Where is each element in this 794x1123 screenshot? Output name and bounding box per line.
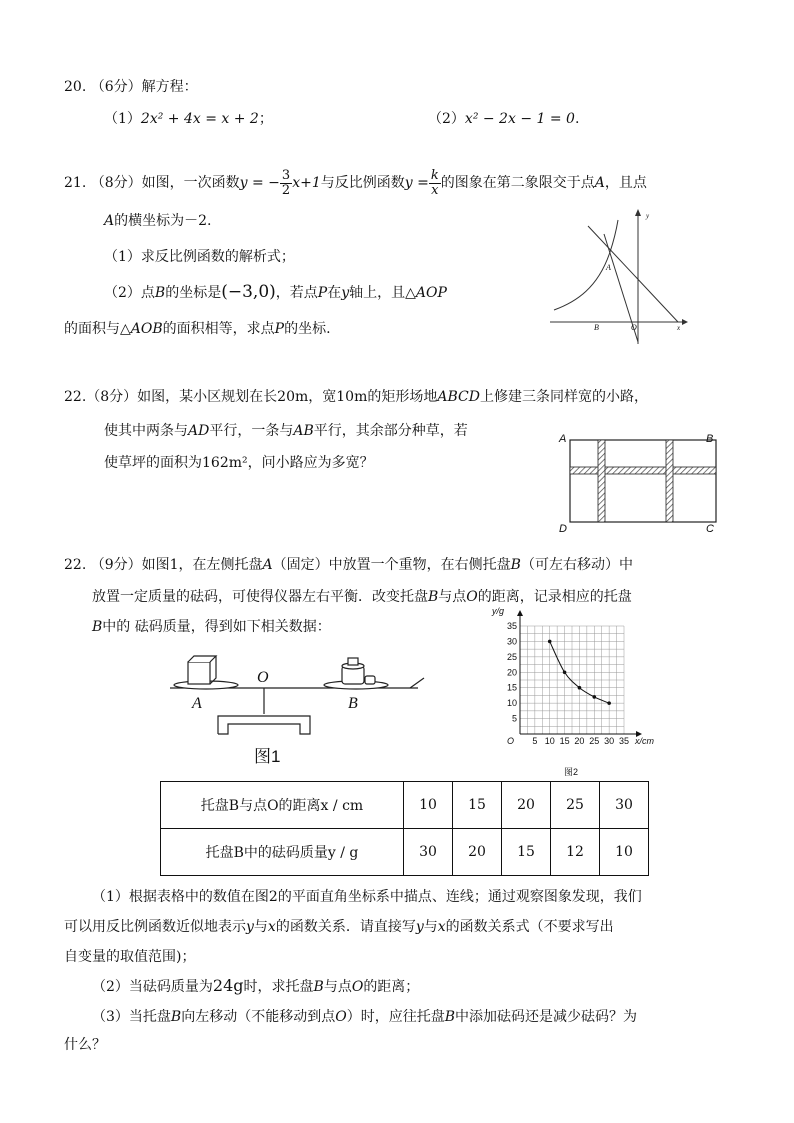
table-cell: 20: [453, 829, 502, 876]
chart-y-tick-label: 35: [506, 621, 517, 631]
chart-x-tick-label: 10: [544, 736, 555, 746]
chart-x-tick-label: 35: [618, 736, 630, 746]
chart-x-tick-label: 30: [604, 736, 615, 746]
q21-p2c: ，若点: [275, 285, 318, 301]
chart-grid: [520, 626, 624, 734]
table-cell: 30: [600, 782, 649, 829]
q22b-sub3-line1: [92, 1006, 637, 1026]
q21-p2-aop: AOP: [415, 285, 447, 301]
q21-p3b: 的面积相等，求点: [162, 321, 275, 337]
q22a-l1a: 22.（8分）如图，某小区规划在长20m，宽10m的矩形场地: [64, 389, 438, 405]
q21-p3c: 的坐标.: [284, 321, 331, 337]
chart-point: [592, 695, 596, 699]
q21-p2-y: y: [341, 285, 350, 301]
q22a-line3: 使草坪的面积为162m²，问小路应为多宽？: [104, 455, 374, 471]
q22b-fig2-caption: 图2: [564, 767, 579, 777]
q22b-l1-b: B: [510, 557, 521, 573]
chart-point: [607, 701, 611, 705]
q21-part1: （1）求反比例函数的解析式；: [104, 249, 295, 265]
q21-p3-aob: AOB: [130, 321, 163, 337]
q22b-s1-x2: x: [437, 919, 446, 935]
q22b-s3d: 中添加砝码还是减少砝码？为: [455, 1009, 637, 1025]
q21-p2b: 的坐标是: [165, 285, 222, 301]
chart-x-tick-label: 25: [589, 736, 600, 746]
table-row2-header: 托盘B中的砝码质量y / g: [161, 829, 404, 876]
table-cell: 15: [502, 829, 551, 876]
table-cell: 10: [600, 829, 649, 876]
q20-part2: [428, 108, 579, 128]
q21-fig-label-a: A: [606, 263, 611, 272]
q22b-s1-x: x: [267, 919, 276, 935]
q21-line-ab: [588, 226, 678, 322]
q22b-l1b: （固定）中放置一个重物，在右侧托盘: [272, 557, 511, 573]
chart-origin: O: [507, 736, 515, 746]
q21-eq1-lhs: y = −: [239, 175, 280, 191]
chart-y-tick-label: 5: [511, 713, 517, 724]
q22b-sub3-line2: 什么？: [64, 1037, 106, 1053]
chart-ylabel: y/g: [492, 606, 505, 616]
q22a-label-a: A: [559, 433, 567, 445]
q20-part2-equation: x² − 2x − 1 = 0: [464, 111, 575, 127]
q21-part2-cont: [64, 318, 331, 338]
q21-p3-p: P: [274, 321, 285, 337]
q22b-sub2: [92, 976, 419, 996]
q22b-s2b: 时，求托盘: [243, 979, 314, 995]
q22b-weight-box: [188, 662, 210, 684]
q21-header-a: 21. （8分）如图，一次函数: [64, 175, 240, 191]
table-cell: 25: [551, 782, 600, 829]
q22b-s1c: 与: [253, 919, 268, 935]
q21-p2-b: B: [154, 285, 166, 301]
chart-point: [578, 686, 582, 690]
q21-p2-coord: (−3,0): [221, 282, 276, 302]
q21-fig-label-o: O: [631, 323, 637, 332]
q20-part1-equation: 2x² + 4x = x + 2: [140, 111, 259, 127]
q22b-sub1-line1: （1）根据表格中的数值在图2的平面直角坐标系中描点、连线；通过观察图象发现，我们: [92, 889, 642, 905]
q22b-mass-small: [365, 676, 375, 684]
q22b-sub1-line3: 自变量的取值范围)；: [64, 949, 196, 965]
q21-p2-p: P: [317, 285, 328, 301]
q22a-l2b: 平行，一条与: [209, 423, 294, 439]
q22b-s2d: 的距离；: [363, 979, 420, 995]
q22a-ad: AD: [188, 423, 210, 439]
q22b-l1-a: A: [262, 557, 273, 573]
q22b-figure2-chart: [490, 600, 670, 780]
table-row: [161, 829, 649, 876]
q21-frac2-den: x: [431, 182, 439, 198]
q22b-s1b: 可以用反比例函数近似地表示: [64, 919, 246, 935]
q21-frac2-num: k: [430, 167, 439, 183]
q22a-abcd: ABCD: [437, 389, 480, 405]
chart-y-tick-label: 30: [506, 636, 517, 647]
q21-p2a: （2）点: [104, 285, 155, 301]
q21-x-arrow: [682, 319, 688, 325]
q22a-line2: [104, 420, 468, 440]
q22b-line1: [64, 554, 633, 574]
q22a-l1b: 上修建三条同样宽的小路，: [479, 389, 648, 405]
q21-frac1-num: 3: [281, 167, 291, 183]
q22b-s3c: ）时，应往托盘: [346, 1009, 445, 1025]
q21-point-a: A: [594, 175, 605, 191]
q21-mid: 与反比例函数: [320, 175, 405, 191]
q22a-ab: AB: [293, 423, 314, 439]
q21-p3a: 的面积与△: [64, 321, 131, 337]
q22b-data-table: [160, 781, 649, 876]
chart-x-tick-label: 15: [559, 736, 570, 746]
chart-ticks: [507, 621, 629, 746]
q21-eq1-rhs: x+1: [292, 175, 321, 191]
q22a-label-d: D: [559, 523, 567, 535]
q22b-l2b: 与点: [438, 589, 467, 605]
q22b-s1d: 的函数关系．请直接写: [275, 919, 416, 935]
q22b-sub1-line2: [64, 916, 614, 936]
q22a-line1: [64, 386, 648, 406]
q21-fig-label-b: B: [594, 323, 599, 332]
q22b-fig1-label-o: O: [257, 669, 269, 686]
q21-frac2: [429, 169, 441, 198]
q22a-label-c: C: [706, 523, 714, 535]
q22b-s2-o: O: [351, 979, 364, 995]
q22a-figure: [556, 428, 726, 536]
q21-header: [64, 166, 647, 200]
q22b-fig1-label-b: B: [348, 695, 358, 712]
q22b-s1e: 与: [423, 919, 438, 935]
q22b-base: [218, 716, 310, 734]
q22b-line3: [92, 616, 331, 636]
q22b-s1-y: y: [246, 919, 254, 935]
chart-point: [548, 640, 552, 644]
q21-header-c: ，且点: [604, 175, 647, 191]
q21-fig-label-y: y: [646, 212, 650, 220]
table-cell: 15: [453, 782, 502, 829]
q22b-s2-b: B: [313, 979, 324, 995]
q22b-mass-large-knob: [348, 658, 358, 665]
q20-part1-label: （1）: [104, 111, 141, 127]
chart-y-tick-label: 25: [506, 651, 517, 662]
chart-x-tick-label: 5: [532, 736, 538, 746]
q22b-s3-b: B: [170, 1009, 182, 1025]
chart-y-tick-label: 15: [506, 682, 517, 693]
q22a-label-b: B: [706, 433, 714, 445]
q22b-l1a: 22. （9分）如图1，在左侧托盘: [64, 557, 263, 573]
q22b-l3-b: B: [92, 619, 103, 635]
chart-y-arrow: [517, 610, 523, 616]
q22a-field-rect: [570, 440, 716, 522]
q21-p2d: 在: [327, 285, 342, 301]
chart-point: [563, 670, 567, 674]
q21-line2-text: 的横坐标为－2.: [114, 213, 212, 229]
q20-part1-end: ；: [258, 111, 273, 127]
q22b-beam-end: [410, 678, 424, 688]
chart-y-tick-label: 10: [506, 698, 517, 709]
q22a-l2a: 使其中两条与: [104, 423, 188, 439]
q22b-weight-box-top: [188, 656, 216, 662]
chart-x-tick-label: 20: [574, 736, 585, 746]
q22b-s1f: 的函数关系式（不要求写出: [445, 919, 614, 935]
table-cell: 12: [551, 829, 600, 876]
chart-y-tick-label: 20: [506, 667, 517, 678]
q22b-s3-o: O: [335, 1009, 347, 1025]
q22b-s2-val: 24g: [212, 976, 244, 995]
q21-fig-label-x: x: [677, 324, 681, 332]
q21-frac1-den: 2: [281, 182, 291, 198]
q21-line2-a: A: [104, 213, 115, 229]
q22a-vertical-path-left: [598, 440, 605, 522]
table-row1-header: 托盘B与点O的距离x / cm: [161, 782, 404, 829]
q21-line2: [104, 210, 211, 230]
q22b-fig1-label-a: A: [192, 695, 202, 712]
q22b-s3b: 向左移动（不能移动到点: [181, 1009, 336, 1025]
q21-y-arrow: [635, 209, 641, 216]
chart-xlabel: x/cm: [635, 736, 654, 746]
q21-part2: [104, 282, 447, 302]
q22b-l2-b: B: [428, 589, 439, 605]
q22b-s3a: （3）当托盘: [92, 1009, 171, 1025]
q20-header: 20. （6分）解方程：: [64, 79, 198, 95]
table-cell: 20: [502, 782, 551, 829]
q22b-fig1-caption: 图1: [254, 747, 281, 766]
q21-header-b: 的图象在第二象限交于点: [440, 175, 595, 191]
q21-figure: [546, 204, 696, 348]
q22b-l2-o: O: [466, 589, 478, 605]
q22b-s3-b2: B: [444, 1009, 455, 1025]
q22b-l3: 中的 砝码质量，得到如下相关数据：: [102, 619, 331, 635]
q22a-vertical-path-right: [666, 440, 673, 522]
table-row: [161, 782, 649, 829]
table-cell: 10: [404, 782, 453, 829]
q21-eq2-lhs: y =: [404, 175, 429, 191]
q22b-s2c: 与点: [323, 979, 352, 995]
q22a-l2c: 平行，其余部分种草，若: [313, 423, 468, 439]
q21-p2e: 轴上，且△: [349, 285, 416, 301]
q20-part2-end: .: [574, 111, 580, 127]
q22b-s1-y2: y: [415, 919, 424, 935]
q20-part2-label: （2）: [428, 111, 465, 127]
q22a-horizontal-path: [570, 467, 716, 474]
q20-part1: [104, 108, 273, 128]
q22b-l2c: 的距离，记录相应的托盘: [477, 589, 632, 605]
q22b-l1c: （可左右移动）中: [520, 557, 633, 573]
q22b-figure1: [160, 646, 430, 770]
table-cell: 30: [404, 829, 453, 876]
q22b-s2a: （2）当砝码质量为: [92, 979, 213, 995]
q21-frac1: [280, 169, 292, 198]
q22b-l2a: 放置一定质量的砝码，可使得仪器左右平衡．改变托盘: [92, 589, 428, 605]
